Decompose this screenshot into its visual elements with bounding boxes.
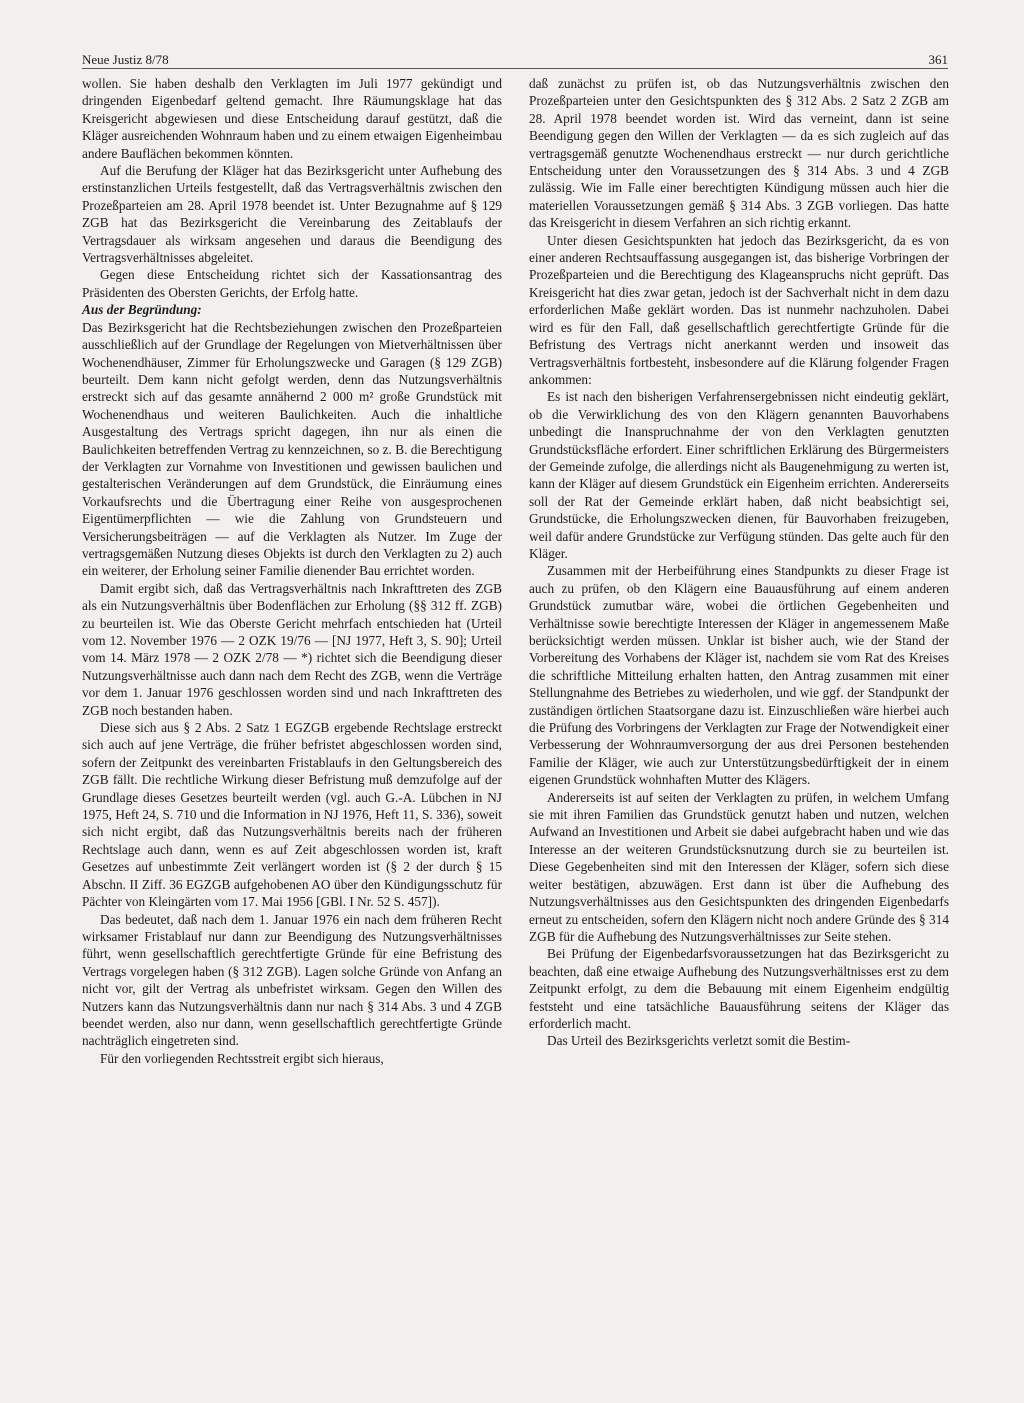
paragraph: Auf die Berufung der Kläger hat das Bezirksgericht unter Aufhebung des erstinstanzlichen Urteils festgestellt, daß das Vertragsverhältnis zwischen den Prozeßparteien am 28. April 1978 beendet ist. Unter Bezugnahme auf § 129 ZGB hat das Bezirksgericht die Vereinbarung des Zeitablaufs der Vertragsdauer als wirksam angesehen und daraus die Beendigung des Vertragsverhältnisses abgeleitet. <box>82 163 502 266</box>
paragraph: Zusammen mit der Herbeiführung eines Standpunkts zu dieser Frage ist auch zu prüfen, ob den Klägern eine Bauausführung auf einem anderen Grundstück zumutbar wäre, wobei die örtlichen Gegebenheiten und Verhältnisse sowie berechtigte Interessen der Kläger in angemessenem Maße berücksichtigt werden müssen. Unklar ist bisher auch, wie der Stand der Vorbereitung des Vorhabens der Kläger ist, nachdem sie vom Rat des Kreises die schriftliche Mitteilung erhalten hatten, den Antrag zusammen mit einer Stellungnahme des Betriebes zu wiederholen, und wie ggf. der Standpunkt der zuständigen örtlichen Staatsorgane dazu ist. Einzuschließen wäre hierbei auch die Prüfung des Vorbringens der Verklagten zur Frage der Notwendigkeit einer Verbesserung der Wohnraumversorgung der aus drei Personen bestehenden Familie der Kläger, wie auch zur Unterstützungsbedürftigkeit der in einem eigenen Grundstück wohnhaften Mutter des Klägers. <box>529 563 949 788</box>
page-number: 361 <box>928 52 948 67</box>
paragraph: Diese sich aus § 2 Abs. 2 Satz 1 EGZGB ergebende Rechtslage erstreckt sich auch auf jene Verträge, die früher befristet abgeschlossen worden sind, sofern der Zeitpunkt des vereinbarten Fristablaufs in den Geltungsbereich des ZGB fällt. Die rechtliche Wirkung dieser Befristung muß demzufolge auf der Grundlage dieses Gesetzes beurteilt werden (vgl. auch G.-A. Lübchen in NJ 1975, Heft 24, S. 710 und die Information in NJ 1976, Heft 11, S. 336), soweit sich nicht ergibt, daß das Nutzungsverhältnis bereits nach der früheren Rechtslage auch dann, wenn es auf Zeit abgeschlossen worden ist, kraft Gesetzes auf unbestimmte Zeit verlängert worden ist (§ 2 der durch § 15 Abschn. II Ziff. 36 EGZGB aufgehobenen AO über den Kündigungsschutz für Pächter von Kleingärten vom 17. Mai 1956 [GBl. I Nr. 52 S. 457]). <box>82 720 502 910</box>
paragraph: Das Urteil des Bezirksgerichts verletzt somit die Bestim- <box>547 1033 851 1049</box>
header-rule <box>82 68 948 69</box>
paragraph: Damit ergibt sich, daß das Vertragsverhältnis nach Inkrafttreten des ZGB als ein Nutzungsverhältnis über Bodenflächen zur Erholung (§§ 312 ff. ZGB) zu beurteilen ist. Wie das Oberste Gericht mehrfach entschieden hat (Urteil vom 12. November 1976 — 2 OZK 19/76 — [NJ 1977, Heft 3, S. 90]; Urteil vom 14. März 1978 — 2 OZK 2/78 — *) richtet sich die Beendigung dieser Nutzungsverhältnisse auch dann nach dem Recht des ZGB, wenn die Verträge vor dem 1. Januar 1976 geschlossen worden sind und nach Inkrafttreten des ZGB noch bestanden haben. <box>82 580 502 718</box>
paragraph: Es ist nach den bisherigen Verfahrensergebnissen nicht eindeutig geklärt, ob die Verwirklichung des von den Klägern genannten Bauvorhabens unbedingt die Inanspruchnahme der von den Verklagten genutzten Grundstücksfläche erfordert. Einer schriftlichen Erklärung des Bürgermeisters der Gemeinde zufolge, die allerdings nicht als Baugenehmigung zu werten ist, kann der Kläger auf diesem Grundstück ein Eigenheim errichten. Andererseits soll der Rat der Gemeinde erklärt haben, daß nicht beabsichtigt sei, Grundstücke, die Erholungszwecken dienen, für Bauvorhaben freizugeben, weil dafür andere Grundstücke zur Verfügung stünden. Das gelte auch für den Kläger. <box>529 389 949 561</box>
paragraph: wollen. Sie haben deshalb den Verklagten im Juli 1977 gekündigt und dringenden Eigenbedarf geltend gemacht. Ihre Räumungsklage hat das Kreisgericht abgewiesen und diese Entscheidung darauf gestützt, daß die Kläger ausreichenden Wohnraum haben und zu einem etwaigen Eigenheimbau andere Bauflächen bekommen könnten. <box>82 76 502 161</box>
left-column <box>82 75 502 1067</box>
journal-title: Neue Justiz 8/78 <box>82 52 169 67</box>
paragraph: Für den vorliegenden Rechtsstreit ergibt sich hieraus, <box>100 1050 384 1066</box>
paragraph: Gegen diese Entscheidung richtet sich der Kassationsantrag des Präsidenten des Obersten Gerichts, der Erfolg hatte. <box>82 267 502 300</box>
paragraph: Das Bezirksgericht hat die Rechtsbeziehungen zwischen den Prozeßparteien ausschließlich auf der Grundlage der Regelungen von Mietverhältnissen über Wochenendhäuser, Zimmer für Erholungszwecke und Garagen (§ 129 ZGB) beurteilt. Dem kann nicht gefolgt werden, denn das Nutzungsverhältnis erstreckt sich auf das gesamte annähernd 2 000 m² große Grundstück mit Wochenendhaus und weiteren Baulichkeiten. Auch die inhaltliche Ausgestaltung des Vertrags spricht dagegen, ihn nur als einen die Baulichkeiten betreffenden Vertrag zu kennzeichnen, so z. B. die Berechtigung der Verklagten zur Vornahme von Investitionen und gewissen baulichen und gestalterischen Veränderungen auf dem Grundstück, die Einräumung eines Vorkaufsrechts und die Übertragung einer Reihe von ausgesprochenen Eigentümerpflichten — wie die Zahlung von Grundsteuern und Versicherungsbeiträgen — auf die Verklagten als Nutzer. Im Zuge der vertragsgemäßen Nutzung dieses Objekts ist durch den Verklagten zu 2) auch ein weiterer, der Erholung seiner Familie dienender Bau errichtet worden. <box>82 319 502 579</box>
paragraph: daß zunächst zu prüfen ist, ob das Nutzungsverhältnis zwischen den Prozeßparteien unter den Gesichtspunkten des § 312 Abs. 2 Satz 2 ZGB am 28. April 1978 beendet worden ist. Wird das verneint, dann ist seine Beendigung gegen den Willen der Verklagten — da es sich zugleich auf das vertragsgemäß genutzte Wochenendhaus erstreckt — nur durch gerichtliche Entscheidung unter den Voraussetzungen des § 314 Abs. 3 und 4 ZGB zulässig. Wie im Falle einer berechtigten Kündigung müssen auch hier die materiellen Voraussetzungen gemäß § 314 Abs. 3 ZGB vorliegen. Das hatte das Kreisgericht in diesem Verfahren an sich richtig erkannt. <box>529 76 949 231</box>
paragraph: Unter diesen Gesichtspunkten hat jedoch das Bezirksgericht, da es von einer anderen Rechtsauffassung ausgegangen ist, das bisherige Vorbringen der Prozeßparteien und die Berechtigung des Klageanspruchs nicht geprüft. Das Kreisgericht hat dies zwar getan, jedoch ist der Sachverhalt nicht in dem dazu erforderlichen Maße geklärt worden. Das ist nunmehr nachzuholen. Dabei wird es für den Fall, daß gesellschaftlich gerechtfertigte Gründe für die Befristung des Vertrags nicht anerkannt werden und insoweit das Vertragsverhältnis fortbesteht, insbesondere auf die Klärung folgender Fragen ankommen: <box>529 232 949 387</box>
paragraph: Das bedeutet, daß nach dem 1. Januar 1976 ein nach dem früheren Recht wirksamer Fristablauf nur dann zur Beendigung des Nutzungsverhältnisses führt, wenn gesellschaftlich gerechtfertigte Gründe für eine Befristung des Vertrags vorgelegen haben (§ 312 ZGB). Lagen solche Gründe von Anfang an nicht vor, gilt der Vertrag als unbefristet wirksam. Gegen den Willen des Nutzers kann das Nutzungsverhältnis dann nur nach § 314 Abs. 3 und 4 ZGB beendet werden, also nur dann, wenn gesellschaftlich gerechtfertigte Gründe nachträglich eingetreten sind. <box>82 911 502 1049</box>
paragraph: Andererseits ist auf seiten der Verklagten zu prüfen, in welchem Umfang sie mit ihren Familien das Grundstück genutzt haben und nutzen, welchen Aufwand an Investitionen und Arbeit sie dabei aufgebracht haben und wie das Interesse an der weiteren Grundstücksnutzung durch sie zu beurteilen ist. Diese Gegebenheiten sind mit den Interessen der Kläger, sofern sich diese weiter bestätigen, abzuwägen. Erst dann ist über die Aufhebung des Nutzungsverhältnisses aus den Gesichtspunkten des dringenden Eigenbedarfs erneut zu entscheiden, sofern den Klägern nicht noch andere Gründe des § 314 ZGB für die Aufhebung des Nutzungsverhältnisses zur Seite stehen. <box>529 789 949 944</box>
page-header <box>82 48 948 70</box>
paragraph: Bei Prüfung der Eigenbedarfsvoraussetzungen hat das Bezirksgericht zu beachten, daß eine etwaige Aufhebung des Nutzungsverhältnisses erst zu dem Zeitpunkt erfolgt, zu dem die Bebauung mit einem Eigenheim endgültig feststeht und eine tatsächliche Bauausführung seitens der Kläger das erforderlich macht. <box>529 946 949 1031</box>
right-column <box>529 75 949 1050</box>
section-subheading: Aus der Begründung: <box>82 302 202 318</box>
